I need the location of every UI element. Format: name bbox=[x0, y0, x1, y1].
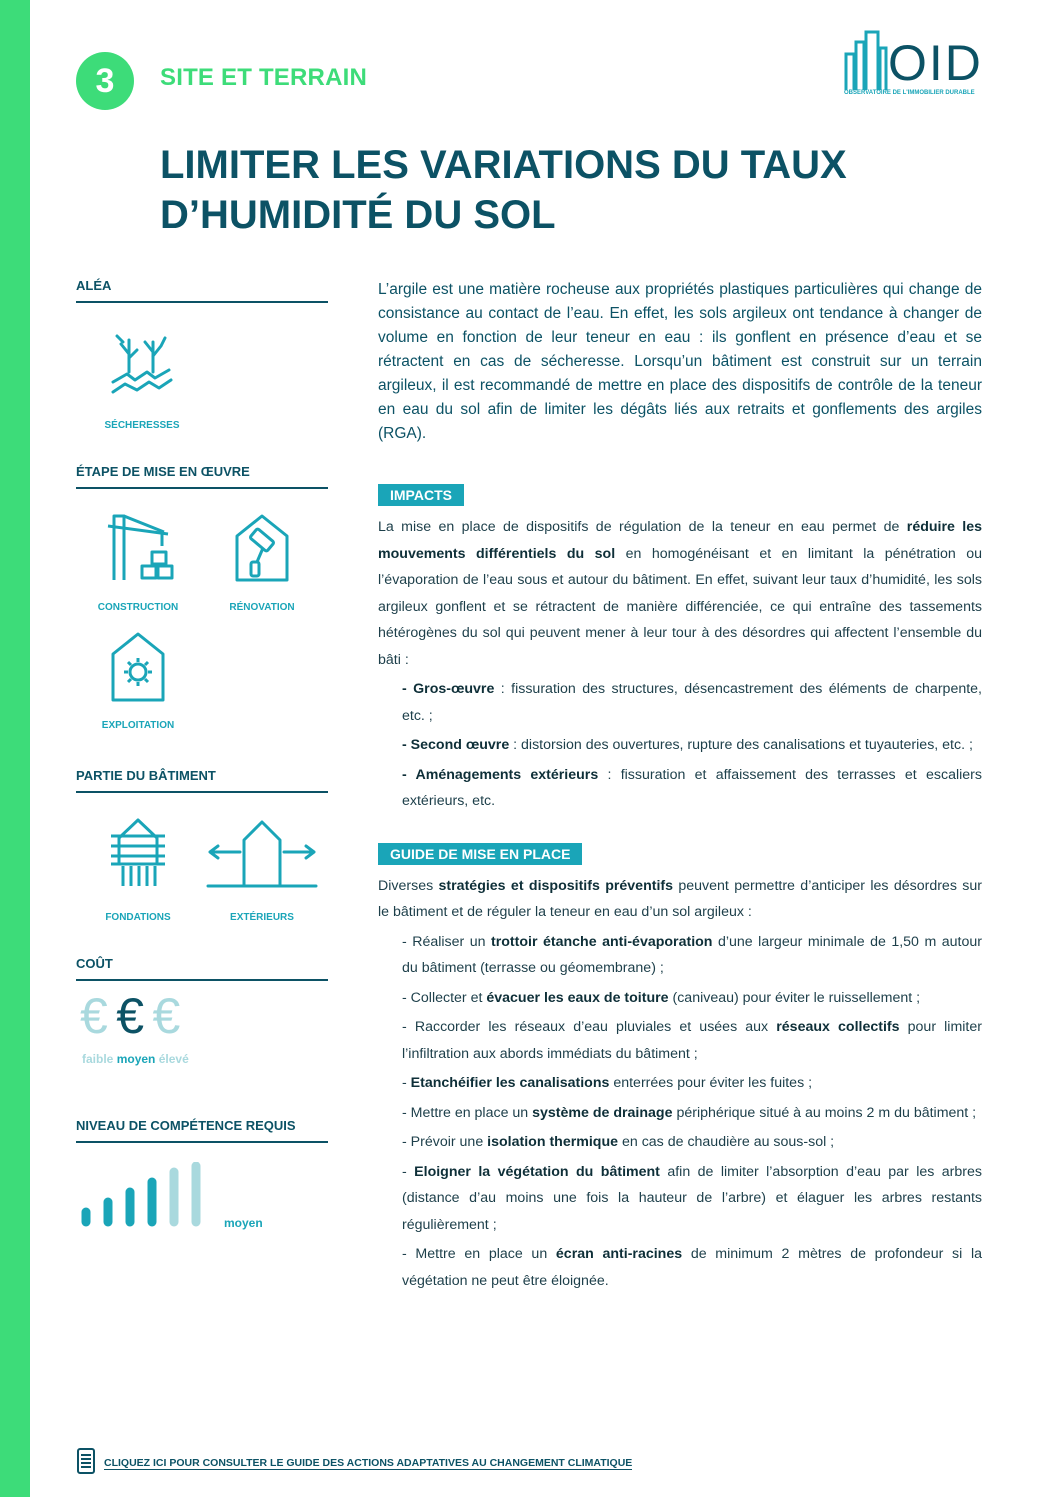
green-side-bar bbox=[0, 0, 30, 1497]
guide-tag: GUIDE DE MISE EN PLACE bbox=[378, 843, 582, 865]
cost-symbol-low: € bbox=[80, 988, 108, 1044]
impacts-item bbox=[378, 762, 982, 815]
crane-icon bbox=[102, 512, 174, 582]
partie-label-fondations: FONDATIONS bbox=[105, 912, 171, 923]
guide-item-pre: - bbox=[402, 1075, 411, 1091]
guide-item-bold: système de drainage bbox=[532, 1104, 673, 1121]
impacts-text-2: en homogénéisant et en limitant la pénétration ou l’évaporation de l’eau sous et autour du bâtiment. En effet, suivant leur taux d’humidité, les sols argileux gonflent et se rétractent de manière différenciée, ce qui entraîne des tassements hétérogènes du sol qui peuvent mener à leur tour à des désordres qui affectent l’ensemble du bâti : bbox=[378, 545, 983, 668]
logo-tagline: OBSERVATOIRE DE L'IMMOBILIER DURABLE bbox=[844, 90, 975, 96]
impacts-text-1: La mise en place de dispositifs de régulation de la teneur en eau permet de bbox=[378, 519, 907, 535]
competence-heading: NIVEAU DE COMPÉTENCE REQUIS bbox=[76, 1118, 328, 1143]
intro-paragraph: L’argile est une matière rocheuse aux propriétés plastiques particulières qui change de consistance au contact de l’eau. En effet, les sols argileux ont tendance à changer de volume en fonction de leur teneur en eau : ils gonflent en présence d’eau et se rétractent en cas de sécheresse. Lorsqu’un bâtiment est construit sur un terrain argileux, il est recommandé de mettre en place des dispositifs de contrôle de la teneur en eau du sol afin de limiter les dégâts liés aux retraits et gonflements des argiles (RGA). bbox=[378, 281, 982, 442]
impacts-tag: IMPACTS bbox=[378, 484, 464, 506]
partie-item-exterieurs bbox=[202, 816, 322, 923]
impacts-item-text: : fissuration et affaissement des terrasses et escaliers extérieurs, etc. bbox=[402, 766, 982, 809]
guide-item-pre: - Mettre en place un bbox=[402, 1104, 533, 1121]
guide-item-bold: trottoir étanche anti-évaporation bbox=[491, 933, 713, 950]
guide-item-pre: - Mettre en place un bbox=[402, 1246, 556, 1262]
gear-house-icon bbox=[109, 630, 167, 702]
guide-item-post: pour limiter l’infiltration aux abords immédiats du bâtiment ; bbox=[402, 1019, 982, 1062]
alea-item bbox=[82, 332, 202, 431]
cout-heading: COÛT bbox=[76, 956, 328, 981]
guide-item-pre: - Réaliser un bbox=[402, 933, 492, 950]
etape-heading: ÉTAPE DE MISE EN ŒUVRE bbox=[76, 464, 328, 489]
etape-label-construction: CONSTRUCTION bbox=[97, 602, 179, 613]
alea-label: SÉCHERESSES bbox=[104, 420, 180, 431]
guide-paragraph bbox=[378, 873, 982, 926]
guide-item bbox=[378, 1241, 982, 1294]
guide-item-bold: Eloigner la végétation du bâtiment bbox=[414, 1163, 660, 1180]
guide-item bbox=[378, 1070, 982, 1097]
partie-item-fondations bbox=[78, 816, 198, 923]
guide-item bbox=[378, 929, 982, 982]
impacts-paragraph bbox=[378, 514, 982, 673]
impacts-text-bold: réduire les mouvements différentiels du sol bbox=[378, 519, 983, 562]
guide-item-bold: isolation thermique bbox=[487, 1134, 619, 1150]
oid-logo-icon bbox=[842, 28, 888, 90]
guide-item-pre: - bbox=[402, 1163, 415, 1180]
cost-scale bbox=[80, 988, 220, 1044]
guide-item-post: d’une largeur minimale de 1,50 m autour du bâtiment (terrasse ou géomembrane) ; bbox=[402, 933, 982, 976]
guide-item bbox=[378, 1129, 982, 1156]
guide-item-post: de minimum 2 mètres de profondeur si la végétation ne peut être éloignée. bbox=[402, 1246, 982, 1289]
competence-level-label: moyen bbox=[224, 1216, 263, 1230]
guide-item-pre: - Collecter et bbox=[402, 989, 487, 1006]
guide-item-post: périphérique situé à au moins 2 m du bâtiment ; bbox=[672, 1104, 977, 1121]
impacts-item-title: - Gros-œuvre bbox=[402, 681, 495, 697]
guide-item-post: en cas de chaudière au sous-sol ; bbox=[618, 1134, 835, 1150]
impacts-item-title: - Second œuvre bbox=[402, 737, 510, 753]
cost-label-high: élevé bbox=[158, 1052, 189, 1066]
oid-logo bbox=[842, 28, 987, 100]
section-label: SITE ET TERRAIN bbox=[160, 64, 368, 91]
footer-link-text[interactable]: CLIQUEZ ICI POUR CONSULTER LE GUIDE DES ACTIONS ADAPTATIVES AU CHANGEMENT CLIMATIQUE bbox=[104, 1457, 633, 1469]
section-number-badge: 3 bbox=[76, 52, 134, 110]
main-content bbox=[378, 278, 982, 1294]
competence-bars bbox=[80, 1162, 220, 1232]
etape-item-renovation bbox=[202, 512, 322, 613]
impacts-item-text: : distorsion des ouvertures, rupture des canalisations et tuyauteries, etc. ; bbox=[509, 737, 973, 753]
etape-label-renovation: RÉNOVATION bbox=[229, 602, 295, 613]
document-icon bbox=[76, 1447, 96, 1475]
guide-item-bold: réseaux collectifs bbox=[776, 1019, 900, 1035]
impacts-item-text: : fissuration des structures, désencastrement des éléments de charpente, etc. ; bbox=[402, 681, 982, 724]
paint-roller-icon bbox=[233, 512, 291, 582]
guide-item-post: (caniveau) pour éviter le ruissellement ; bbox=[668, 989, 921, 1006]
guide-item-post: enterrées pour éviter les fuites ; bbox=[609, 1075, 813, 1091]
cost-label-low: faible bbox=[82, 1052, 114, 1066]
skill-level-bars bbox=[80, 1162, 220, 1228]
guide-item bbox=[378, 1100, 982, 1127]
exterior-icon bbox=[206, 816, 318, 888]
page-title bbox=[160, 140, 980, 240]
logo-text: OID bbox=[888, 35, 983, 91]
guide-item-post: afin de limiter l’absorption d’eau par les arbres (distance d’au moins une fois la hauteur de l’arbre) et élaguer les arbres restants régulièrement ; bbox=[402, 1163, 982, 1233]
cost-label-medium: moyen bbox=[116, 1052, 156, 1066]
impacts-item bbox=[378, 676, 982, 729]
etape-item-exploitation bbox=[78, 630, 198, 731]
partie-label-exterieurs: EXTÉRIEURS bbox=[230, 912, 294, 923]
guide-item-bold: évacuer les eaux de toiture bbox=[486, 989, 669, 1006]
drought-icon bbox=[107, 332, 177, 398]
guide-text-bold: stratégies et dispositifs préventifs bbox=[438, 877, 674, 894]
guide-item bbox=[378, 1159, 982, 1239]
guide-item-bold: Etanchéifier les canalisations bbox=[410, 1075, 610, 1091]
guide-item-pre: - Prévoir une bbox=[402, 1134, 488, 1150]
partie-heading: PARTIE DU BÂTIMENT bbox=[76, 768, 328, 793]
cost-labels bbox=[82, 1052, 189, 1066]
impacts-item-title: - Aménagements extérieurs bbox=[402, 766, 599, 783]
etape-label-exploitation: EXPLOITATION bbox=[101, 720, 175, 731]
etape-item-construction bbox=[78, 512, 198, 613]
guide-item-pre: - Raccorder les réseaux d’eau pluviales et usées aux bbox=[402, 1019, 777, 1035]
guide-item-bold: écran anti-racines bbox=[555, 1246, 683, 1262]
guide-text-1: Diverses bbox=[378, 877, 439, 894]
guide-text-2: peuvent permettre d’anticiper les désordres sur le bâtiment et de réguler la teneur en eau d’un sol argileux : bbox=[378, 877, 982, 920]
impacts-item bbox=[378, 732, 982, 759]
alea-heading: ALÉA bbox=[76, 278, 328, 303]
cost-symbol-high: € bbox=[152, 988, 181, 1044]
guide-item bbox=[378, 985, 982, 1012]
guide-item bbox=[378, 1014, 982, 1067]
title-line-1: LIMITER LES VARIATIONS DU TAUX bbox=[160, 143, 847, 187]
title-line-2: D’HUMIDITÉ DU SOL bbox=[160, 193, 556, 237]
cost-symbol-medium: € bbox=[116, 988, 145, 1044]
foundations-icon bbox=[107, 816, 169, 888]
